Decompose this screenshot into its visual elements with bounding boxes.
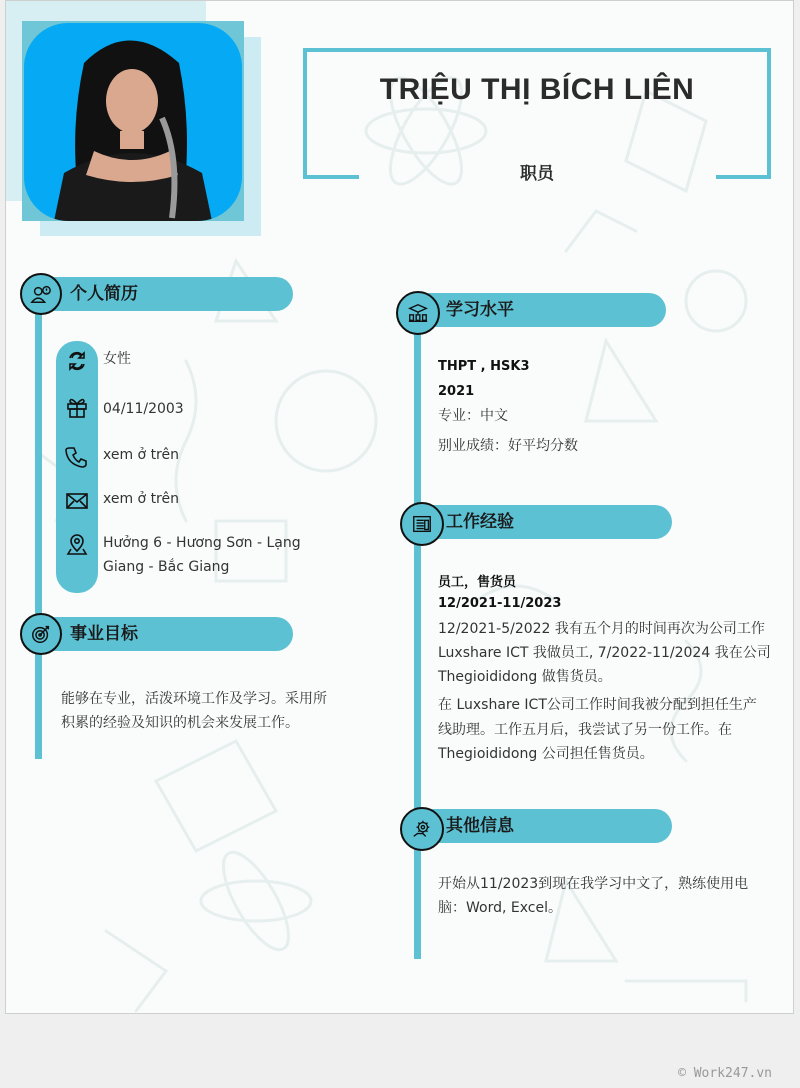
experience-title: 工作经验: [446, 512, 514, 532]
gender-value: 女性: [103, 351, 131, 367]
gift-icon: [65, 395, 89, 419]
gear-hand-icon: [400, 807, 444, 851]
target-icon: [20, 613, 62, 655]
education-major: 专业：中文: [438, 408, 508, 424]
objective-title: 事业目标: [70, 624, 138, 644]
location-icon: [65, 533, 89, 557]
birthdate-value: 04/11/2003: [103, 401, 184, 417]
phone-icon: [65, 445, 89, 469]
email-value[interactable]: xem ở trên: [103, 491, 179, 507]
experience-position: 员工，售货员: [438, 575, 517, 590]
profile-title: 个人简历: [70, 284, 138, 304]
job-title: 职员: [520, 164, 554, 184]
full-name: TRIỆU THỊ BÍCH LIÊN: [379, 73, 695, 106]
other-line2: 脑：Word, Excel。: [438, 900, 562, 916]
experience-desc-6: Thegioididong 公司担任售货员。: [438, 746, 654, 762]
left-timeline: [35, 301, 42, 759]
education-title: 学习水平: [446, 300, 514, 320]
experience-desc-2: Luxshare ICT 我做员工, 7/2022-11/2024 我在公司: [438, 645, 771, 661]
gender-icon: [65, 349, 89, 373]
phone-value[interactable]: xem ở trên: [103, 447, 179, 463]
cv-page: [5, 0, 794, 1014]
address-line2: Giang - Bắc Giang: [103, 559, 230, 575]
right-timeline: [414, 331, 421, 959]
objective-line2: 积累的经验及知识的机会来发展工作。: [61, 715, 299, 731]
mail-icon: [65, 489, 89, 513]
briefcase-icon: [400, 502, 444, 546]
experience-desc-5: 线助理。工作五月后，我尝试了另一份工作。在: [438, 722, 732, 738]
person-silhouette-icon: [24, 23, 242, 221]
other-title: 其他信息: [446, 816, 514, 836]
education-grade: 别业成绩：好平均分数: [438, 438, 578, 454]
experience-period: 12/2021-11/2023: [438, 596, 562, 611]
address-line1: Hưởng 6 - Hương Sơn - Lạng: [103, 535, 301, 551]
watermark[interactable]: © Work247.vn: [678, 1066, 772, 1081]
experience-desc-3: Thegioididong 做售货员。: [438, 669, 612, 685]
user-info-icon: [20, 273, 62, 315]
experience-desc-4: 在 Luxshare ICT公司工作时间我被分配到担任生产: [438, 697, 757, 713]
profile-photo: [24, 23, 242, 221]
other-line1: 开始从11/2023到现在我学习中文了，熟练使用电: [438, 876, 749, 892]
education-school: THPT , HSK3: [438, 359, 530, 374]
graduation-icon: [396, 291, 440, 335]
objective-line1: 能够在专业，活泼环境工作及学习。采用所: [61, 691, 327, 707]
education-year: 2021: [438, 384, 475, 399]
experience-desc-1: 12/2021-5/2022 我有五个月的时间再次为公司工作: [438, 621, 765, 637]
